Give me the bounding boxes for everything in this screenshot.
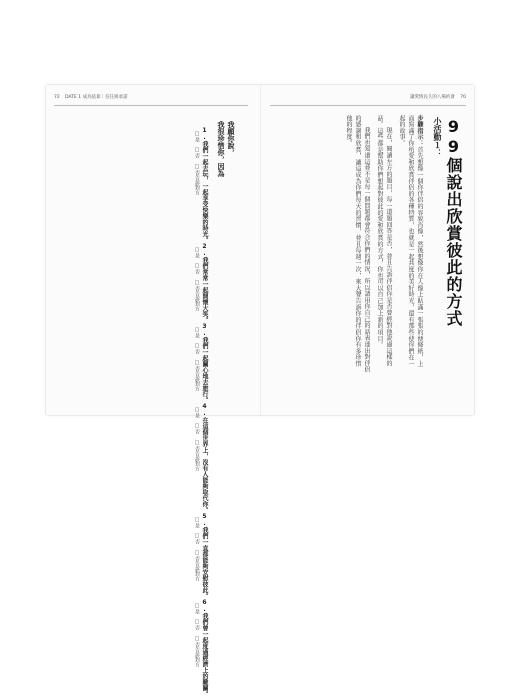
left-page	[46, 85, 260, 697]
item-options: □是 □否 □否告訴對方	[194, 247, 200, 311]
checklist-item	[193, 513, 208, 599]
body-label: 步驟指示：	[416, 115, 423, 147]
question-line-2: 我很珍惜你，因為	[217, 121, 225, 177]
right-running-head	[270, 91, 466, 106]
item-text: 1.我們一起去玩，一起享受快樂的時光。	[201, 127, 208, 243]
left-page-number: 72	[54, 95, 60, 100]
activity-heading: 99個說出欣賞彼此的方式	[444, 117, 463, 327]
item-options: □是 □否 □否告訴對方	[194, 603, 200, 667]
body-paragraph	[397, 115, 424, 373]
checklist-item	[193, 243, 208, 323]
question-line-1: 我願你說，	[227, 121, 235, 156]
body-paragraph-2: 現在，閱讀左方的題目，每一道題回答是否，並且告訴伴侶你是否曾經對他說過這樣的話。這些都是幫助你們想起對彼此的愛和欣賞的方式，你也可以自己加上新的項目。	[376, 115, 392, 367]
book-spread	[46, 85, 474, 697]
item-text: 3.我們一起關心地去旅行。	[201, 323, 208, 403]
item-text: 4.在這個世界上，沒有人能夠取代你。	[201, 403, 208, 513]
checklist-item	[193, 323, 208, 403]
item-options: □是 □否 □否告訴對方	[194, 131, 200, 195]
item-options: □是 □否 □否告訴對方	[194, 517, 200, 581]
left-running-head	[54, 91, 248, 106]
body-paragraph-1: 首先想像一個你伴侶的容貌肖像，然後想像你在人像上貼滿一張張的便條紙，上面寫滿了你所愛和欣賞伴侶的各種特質，也就是一起共度的美好時光，還有那些使你們在一起的故事。	[398, 115, 423, 367]
right-page-number: 70	[460, 95, 466, 100]
right-running-title: 讓愛情長久的八場約會	[409, 95, 455, 100]
item-text: 5.我們一直都能夠安慰彼此。	[201, 513, 208, 599]
body-text	[340, 115, 424, 373]
checklist	[188, 127, 208, 697]
checklist-item	[193, 403, 208, 513]
item-options: □是 □否 □否告訴對方	[194, 327, 200, 391]
body-paragraph	[375, 115, 393, 373]
left-running-title: DATE 1 成為依靠｜信任與承諾	[65, 95, 128, 100]
checklist-item	[193, 127, 208, 243]
question-prompt	[216, 121, 236, 177]
checklist-item	[193, 599, 208, 697]
right-page	[260, 85, 474, 415]
item-options: □是 □否 □否告訴對方	[194, 407, 200, 471]
activity-kicker: 小活動１：	[433, 117, 442, 157]
body-paragraph	[344, 115, 371, 373]
item-text: 2.我們常常一起開懷大笑。	[201, 243, 208, 323]
body-paragraph-3: 我們也知道這並不是每一個問題都會符合你們的情況，所以請用你自己的話表達出對伴侶的感謝和欣賞，讓這成為你們每天的習慣，並且每週一次，來大聲告訴你的伴侶你有多珍惜他的程度。	[345, 115, 370, 373]
item-text: 6.我們曾一起度過經濟上的難關。	[201, 599, 208, 697]
